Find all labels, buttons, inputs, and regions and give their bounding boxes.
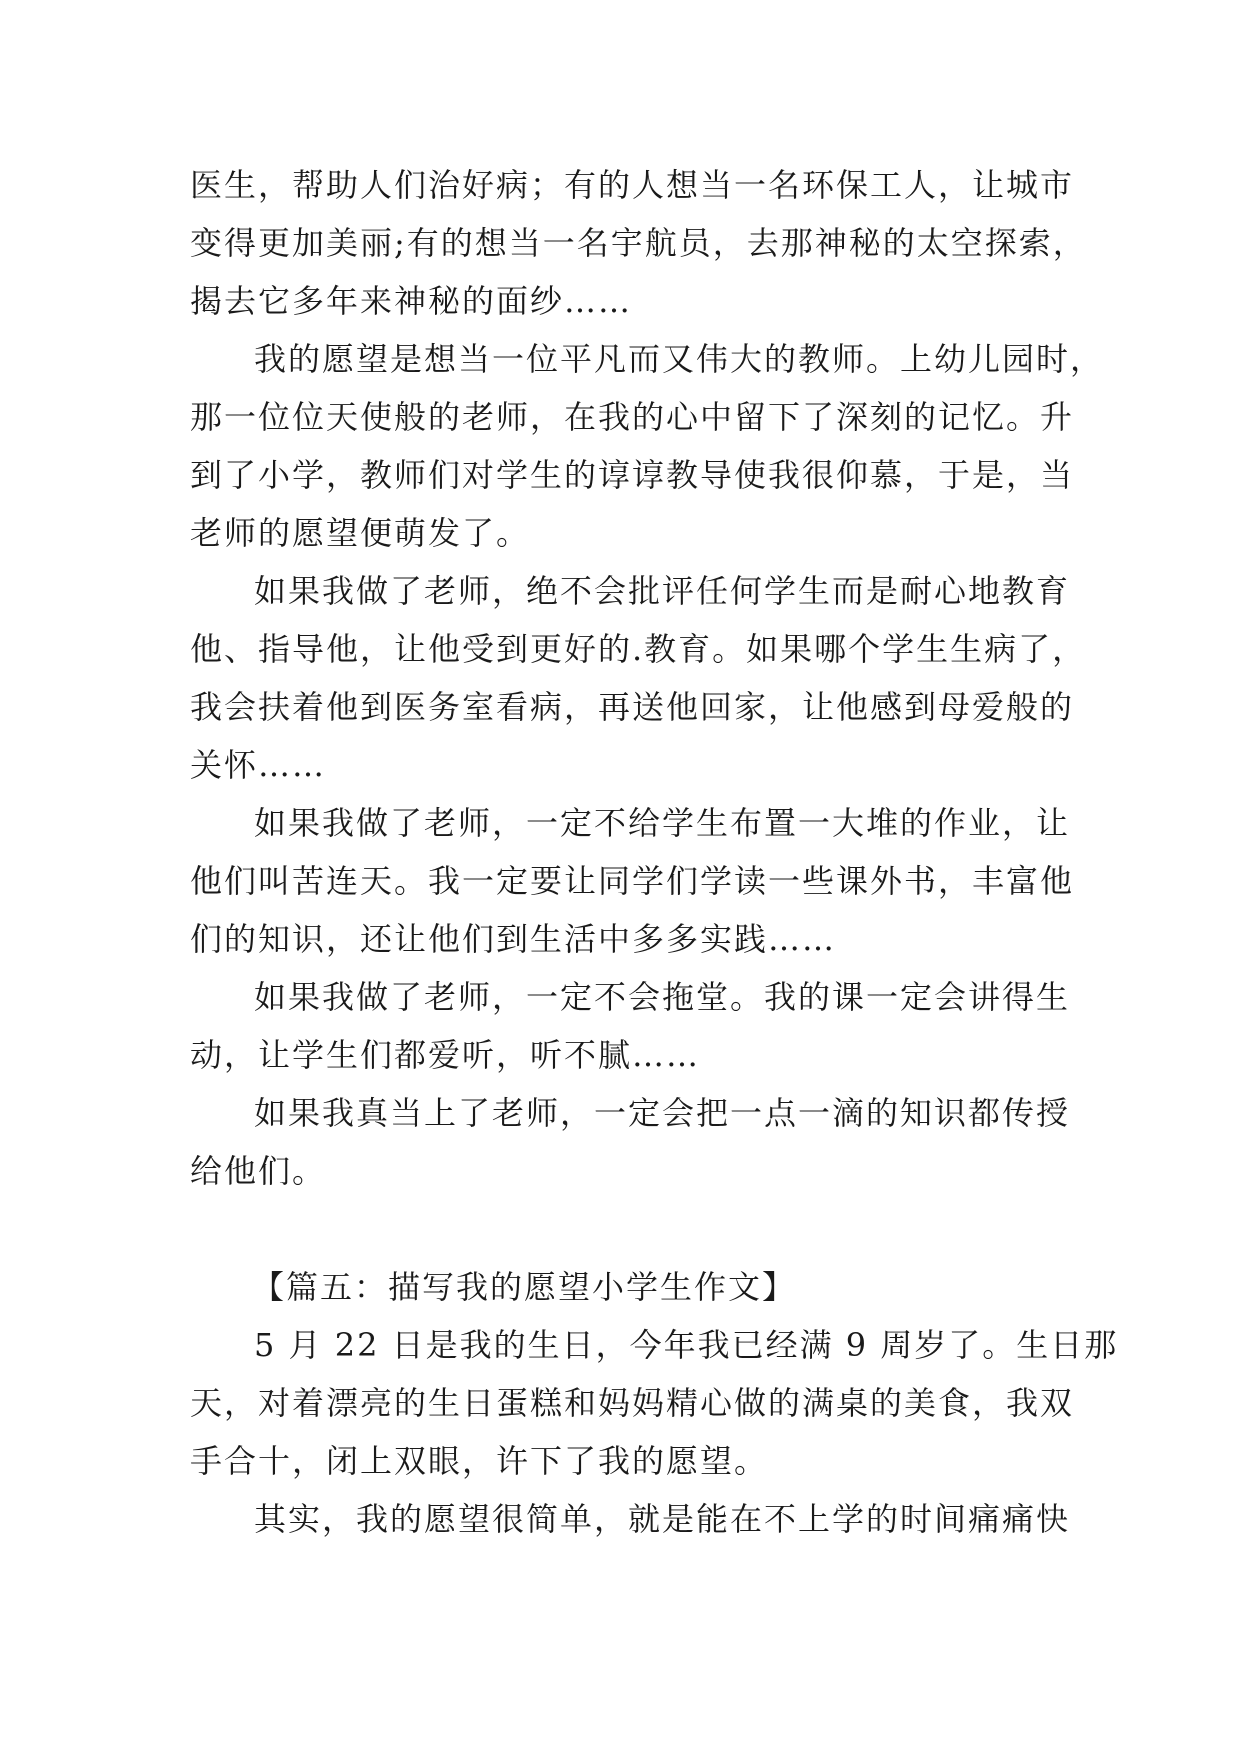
text-line: 到了小学，教师们对学生的谆谆教导使我很仰慕，于是，当 bbox=[190, 456, 1075, 494]
text-line: 我会扶着他到医务室看病，再送他回家，让他感到母爱般的 bbox=[190, 688, 1075, 726]
text-line: 医生，帮助人们治好病；有的人想当一名环保工人，让城市 bbox=[190, 166, 1075, 204]
text-line: 他们叫苦连天。我一定要让同学们学读一些课外书，丰富他 bbox=[190, 862, 1075, 900]
paragraph-start-line: 如果我做了老师，绝不会批评任何学生而是耐心地教育 bbox=[254, 572, 1071, 610]
text-line: 天，对着漂亮的生日蛋糕和妈妈精心做的满桌的美食，我双 bbox=[190, 1384, 1075, 1422]
paragraph-start-line: 5 月 22 日是我的生日，今年我已经满 9 周岁了。生日那 bbox=[254, 1326, 1119, 1364]
text-line: 们的知识，还让他们到生活中多多实践…… bbox=[190, 920, 837, 958]
text-line: 手合十，闭上双眼，许下了我的愿望。 bbox=[190, 1442, 769, 1480]
text-line: 老师的愿望便萌发了。 bbox=[190, 514, 531, 552]
text-line: 动，让学生们都爱听，听不腻…… bbox=[190, 1036, 701, 1074]
section-heading: 【篇五：描写我的愿望小学生作文】 bbox=[252, 1268, 797, 1306]
text-line: 给他们。 bbox=[190, 1152, 327, 1190]
text-line: 他、指导他，让他受到更好的.教育。如果哪个学生生病了， bbox=[190, 630, 1087, 668]
blank-line bbox=[190, 1200, 1070, 1258]
body-text bbox=[190, 156, 1119, 1548]
text-line: 揭去它多年来神秘的面纱…… bbox=[190, 282, 633, 320]
text-line: 那一位位天使般的老师，在我的心中留下了深刻的记忆。升 bbox=[190, 398, 1075, 436]
text-line: 关怀…… bbox=[190, 746, 327, 784]
paragraph-start-line: 我的愿望是想当一位平凡而又伟大的教师。上幼儿园时， bbox=[254, 340, 1105, 378]
paragraph-start-line: 其实，我的愿望很简单，就是能在不上学的时间痛痛快 bbox=[254, 1500, 1071, 1538]
paragraph-start-line: 如果我做了老师，一定不给学生布置一大堆的作业，让 bbox=[254, 804, 1071, 842]
paragraph-start-line: 如果我真当上了老师，一定会把一点一滴的知识都传授 bbox=[254, 1094, 1071, 1132]
text-line: 变得更加美丽;有的想当一名宇航员，去那神秘的太空探索， bbox=[190, 224, 1087, 262]
paragraph-start-line: 如果我做了老师，一定不会拖堂。我的课一定会讲得生 bbox=[254, 978, 1071, 1016]
